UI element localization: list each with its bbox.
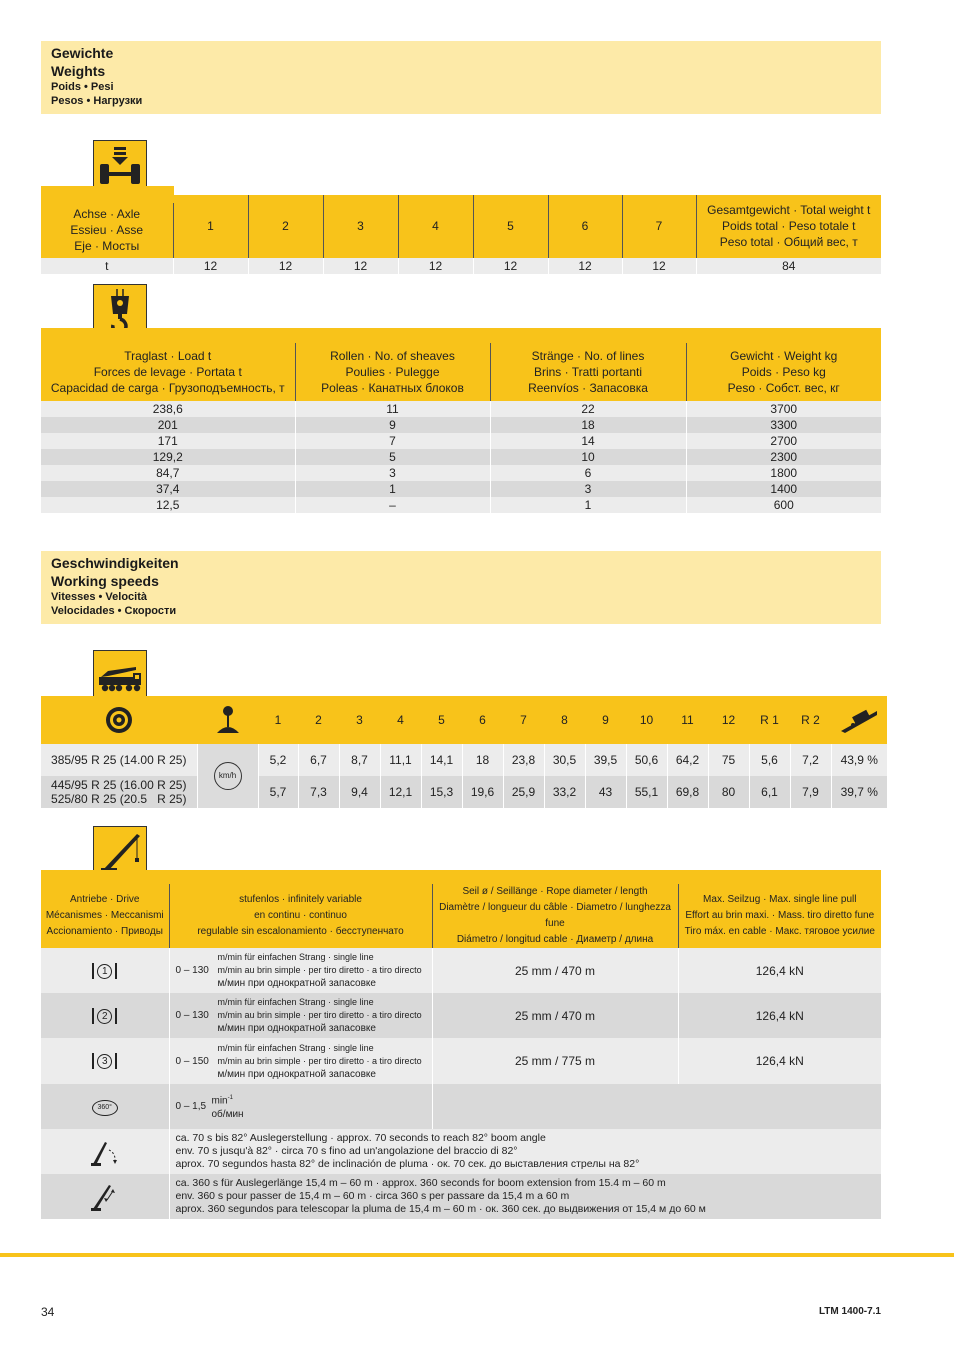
winch-range: 0 – 130 bbox=[175, 1010, 209, 1021]
lines-header-line: Stränge · No. of lines bbox=[531, 348, 645, 363]
pull-header bbox=[678, 877, 881, 948]
axle-unit: t bbox=[41, 258, 173, 274]
slewing-unit-ru: об/мин bbox=[211, 1108, 244, 1120]
winch-range: 0 – 130 bbox=[175, 965, 209, 976]
winch-number: 1 bbox=[97, 964, 112, 979]
axle-value: 12 bbox=[473, 258, 548, 274]
gear-label: 10 bbox=[626, 696, 667, 744]
weight-cell: 2700 bbox=[686, 433, 881, 449]
line-text: m/min au brin simple · per tiro diretto · a tiro directo bbox=[217, 1010, 422, 1020]
sheaves-cell: – bbox=[295, 497, 490, 513]
winch-row bbox=[41, 948, 881, 993]
pull-cell: 126,4 kN bbox=[678, 993, 881, 1038]
variable-header-line: en continu · continuo bbox=[254, 910, 347, 921]
lines-cell: 3 bbox=[490, 481, 686, 497]
speed-cell: 80 bbox=[708, 776, 749, 808]
lines-cell: 6 bbox=[490, 465, 686, 481]
axle-number: 6 bbox=[548, 195, 622, 258]
load-cell: 84,7 bbox=[41, 465, 295, 481]
drive-header bbox=[41, 877, 169, 948]
total-header-line: Poids total · Peso totale t bbox=[722, 219, 856, 233]
gear-label: 9 bbox=[585, 696, 626, 744]
table-row bbox=[41, 449, 881, 465]
drive-header-line: Accionamiento · Приводы bbox=[46, 926, 163, 937]
rope-cell: 25 mm / 470 m bbox=[432, 993, 678, 1038]
weight-cell: 2300 bbox=[686, 449, 881, 465]
speed-cell: 23,8 bbox=[503, 744, 544, 776]
line-text: м/мин при однократной запасовке bbox=[217, 1023, 376, 1034]
weights-title-en: Weights bbox=[51, 63, 106, 79]
speed-cell: 19,6 bbox=[462, 776, 503, 808]
lines-cell: 14 bbox=[490, 433, 686, 449]
sheaves-cell: 3 bbox=[295, 465, 490, 481]
gear-lever-icon-cell bbox=[197, 696, 258, 744]
axle-header-line: Essieu · Asse bbox=[70, 223, 144, 238]
sheaves-header-line: Rollen · No. of sheaves bbox=[330, 348, 455, 363]
lines-header-line: Reenvíos · Запасовка bbox=[528, 380, 648, 395]
winch-speed-cell bbox=[169, 993, 432, 1038]
winch-icon-cell bbox=[41, 948, 169, 993]
winch-range: 0 – 150 bbox=[175, 1055, 209, 1067]
sheaves-cell: 9 bbox=[295, 417, 490, 433]
axle-number: 7 bbox=[622, 195, 696, 258]
variable-header-line: regulable sin escalonamiento · бесступенчато bbox=[197, 926, 404, 937]
luffing-line: ca. 70 s bis 82° Auslegerstellung · approx. 70 seconds to reach 82° boom angle bbox=[175, 1132, 546, 1144]
speed-cell: 39,5 bbox=[585, 744, 626, 776]
sheaves-cell: 5 bbox=[295, 449, 490, 465]
load-header-line: Traglast · Load t bbox=[124, 348, 212, 363]
axle-number: 2 bbox=[248, 195, 323, 258]
rope-header-line: Seil ø / Seillänge · Rope diameter / length bbox=[462, 886, 648, 897]
rope-header-line: Diámetro / longitud cable · Диаметр / длина bbox=[456, 934, 654, 945]
slewing-speed-cell bbox=[169, 1084, 432, 1129]
total-header-line: Peso total · Общий вес, т bbox=[719, 235, 858, 249]
table-row bbox=[41, 417, 881, 433]
boom-telescoping-icon bbox=[89, 1181, 121, 1213]
table-row bbox=[41, 401, 881, 417]
gear-label: 11 bbox=[667, 696, 708, 744]
speed-cell: 12,1 bbox=[380, 776, 421, 808]
speed-cell: 7,3 bbox=[298, 776, 339, 808]
axle-header-label bbox=[41, 195, 173, 258]
sheaves-header-line: Poulies · Pulegge bbox=[345, 364, 440, 379]
weight-header-line: Peso · Собст. вес, кг bbox=[727, 380, 840, 395]
table-row bbox=[41, 465, 881, 481]
speeds-subtitle-1: Vitesses • Velocità bbox=[51, 591, 147, 603]
luffing-icon-cell bbox=[41, 1129, 169, 1174]
line-text: m/min für einfachen Strang · single line bbox=[217, 997, 374, 1007]
gear-label: 2 bbox=[298, 696, 339, 744]
load-header-line: Forces de levage · Portata t bbox=[93, 364, 242, 379]
sheaves-header bbox=[295, 336, 490, 401]
line-text: m/min au brin simple · per tiro diretto · a tiro directo bbox=[217, 1055, 422, 1066]
axle-total: 84 bbox=[696, 258, 881, 274]
gear-label: 4 bbox=[380, 696, 421, 744]
table-row bbox=[41, 433, 881, 449]
speed-cell: 55,1 bbox=[626, 776, 667, 808]
slewing-360-icon bbox=[92, 1100, 118, 1116]
weights-subtitle-1: Poids • Pesi bbox=[51, 81, 114, 93]
drive-header-line: Mécanismes · Meccanismi bbox=[45, 910, 164, 921]
gradeability-icon-cell bbox=[831, 696, 887, 744]
winch-icon-cell bbox=[41, 993, 169, 1038]
axle-number: 3 bbox=[323, 195, 398, 258]
pull-cell: 126,4 kN bbox=[678, 1038, 881, 1084]
telescoping-line: env. 360 s pour passer de 15,4 m – 60 m · circa 360 s per passare da 15,4 m a 60 m bbox=[175, 1190, 570, 1202]
load-cell: 37,4 bbox=[41, 481, 295, 497]
winch-number: 3 bbox=[97, 1054, 112, 1069]
weight-cell: 1800 bbox=[686, 465, 881, 481]
lines-cell: 22 bbox=[490, 401, 686, 417]
speed-cell: 43 bbox=[585, 776, 626, 808]
tyre-size bbox=[41, 776, 197, 808]
weight-header bbox=[686, 336, 881, 401]
telescoping-line: aprox. 360 segundos para telescopar la pluma de 15,4 m – 60 m · ок. 360 сек. до выдвижения от 15,4 м до 60 м bbox=[175, 1203, 706, 1215]
winch-icon-cell bbox=[41, 1038, 169, 1084]
gradeability-cell: 43,9 % bbox=[831, 744, 887, 776]
slewing-range: 0 – 1,5 bbox=[175, 1100, 207, 1112]
lines-cell: 10 bbox=[490, 449, 686, 465]
speed-row bbox=[41, 776, 887, 808]
speeds-section-header bbox=[41, 551, 881, 624]
axle-value: 12 bbox=[173, 258, 248, 274]
slewing-row bbox=[41, 1084, 881, 1129]
total-weight-header bbox=[696, 195, 881, 258]
drive-speed-table bbox=[41, 870, 881, 1219]
kmh-unit-cell bbox=[197, 744, 258, 808]
gear-label: 6 bbox=[462, 696, 503, 744]
speed-cell: 9,4 bbox=[339, 776, 380, 808]
tyre-icon bbox=[104, 705, 134, 735]
winch-row bbox=[41, 1038, 881, 1084]
telescoping-line: ca. 360 s für Auslegerlänge 15,4 m – 60 m · approx. 360 seconds for boom extension from 15.4 m – 60 m bbox=[175, 1177, 666, 1189]
pull-header-line: Tiro máx. en cable · Макс. тяговое усилие bbox=[684, 926, 875, 937]
speed-cell: 64,2 bbox=[667, 744, 708, 776]
speed-cell: 7,9 bbox=[790, 776, 831, 808]
hook-block-table bbox=[41, 328, 881, 513]
winch-2-icon bbox=[92, 1008, 117, 1024]
luffing-line: aprox. 70 segundos hasta 82° de inclinación de pluma · ок. 70 сек. до выставления стрелы на 82° bbox=[175, 1158, 640, 1170]
winch-1-icon bbox=[92, 963, 117, 979]
sheaves-cell: 7 bbox=[295, 433, 490, 449]
gear-lever-icon bbox=[213, 705, 243, 735]
gear-label: 12 bbox=[708, 696, 749, 744]
weights-subtitle-2: Pesos • Нагрузки bbox=[51, 95, 143, 107]
total-header-line: Gesamtgewicht · Total weight t bbox=[707, 203, 871, 217]
rope-cell: 25 mm / 775 m bbox=[432, 1038, 678, 1084]
load-header-line: Capacidad de carga · Грузоподъемность, т bbox=[50, 380, 285, 395]
table-row bbox=[41, 481, 881, 497]
luffing-row bbox=[41, 1129, 881, 1174]
load-cell: 238,6 bbox=[41, 401, 295, 417]
winch-speed-cell bbox=[169, 948, 432, 993]
load-header bbox=[41, 336, 295, 401]
axle-number: 4 bbox=[398, 195, 473, 258]
gear-label: 7 bbox=[503, 696, 544, 744]
speed-cell: 14,1 bbox=[421, 744, 462, 776]
gear-label: R 1 bbox=[749, 696, 790, 744]
travel-speed-table bbox=[41, 696, 887, 808]
weight-header-line: Poids · Peso kg bbox=[741, 364, 826, 379]
gear-label: 5 bbox=[421, 696, 462, 744]
speed-cell: 30,5 bbox=[544, 744, 585, 776]
winch-number: 2 bbox=[97, 1009, 112, 1024]
page-number: 34 bbox=[41, 1305, 55, 1319]
winch-row bbox=[41, 993, 881, 1038]
gradeability-icon bbox=[839, 705, 879, 735]
sheaves-cell: 11 bbox=[295, 401, 490, 417]
table-row bbox=[41, 497, 881, 513]
speed-cell: 5,7 bbox=[258, 776, 298, 808]
kmh-icon bbox=[214, 762, 242, 790]
luffing-line: env. 70 s jusqu'à 82° · circa 70 s fino ad un'angolazione del braccio di 82° bbox=[175, 1145, 518, 1157]
rope-header bbox=[432, 877, 678, 948]
line-text: m/min für einfachen Strang · single line bbox=[217, 1042, 374, 1053]
sheaves-header-line: Poleas · Канатных блоков bbox=[321, 380, 464, 395]
lines-cell: 18 bbox=[490, 417, 686, 433]
gear-label: R 2 bbox=[790, 696, 831, 744]
speeds-subtitle-2: Velocidades • Скорости bbox=[51, 605, 177, 617]
weight-cell: 600 bbox=[686, 497, 881, 513]
speed-cell: 5,2 bbox=[258, 744, 298, 776]
winch-speed-cell bbox=[169, 1038, 432, 1084]
pull-header-line: Effort au brin maxi. · Mass. tiro diretto fune bbox=[685, 910, 875, 921]
model-name: LTM 1400-7.1 bbox=[818, 1306, 881, 1317]
axle-number: 5 bbox=[473, 195, 548, 258]
weights-title-de: Gewichte bbox=[51, 45, 114, 61]
gradeability-cell: 39,7 % bbox=[831, 776, 887, 808]
speed-row bbox=[41, 744, 887, 776]
slewing-icon-label: 360° bbox=[97, 1103, 112, 1111]
axle-number: 1 bbox=[173, 195, 248, 258]
weight-header-line: Gewicht · Weight kg bbox=[730, 348, 838, 363]
lines-header bbox=[490, 336, 686, 401]
tyre-size: 385/95 R 25 (14.00 R 25) bbox=[41, 744, 197, 776]
weight-cell: 3300 bbox=[686, 417, 881, 433]
telescoping-icon-cell bbox=[41, 1174, 169, 1219]
weight-cell: 1400 bbox=[686, 481, 881, 497]
speeds-title-en: Working speeds bbox=[51, 573, 159, 589]
slewing-empty bbox=[432, 1084, 881, 1129]
tyre-size-line: 525/80 R 25 (20.5 R 25) bbox=[51, 792, 187, 806]
telescoping-row bbox=[41, 1174, 881, 1219]
axle-value: 12 bbox=[398, 258, 473, 274]
speed-cell: 5,6 bbox=[749, 744, 790, 776]
speed-cell: 69,8 bbox=[667, 776, 708, 808]
speed-cell: 6,1 bbox=[749, 776, 790, 808]
axle-value: 12 bbox=[548, 258, 622, 274]
slewing-unit-exponent: -1 bbox=[227, 1095, 233, 1102]
luffing-text-cell bbox=[169, 1129, 881, 1174]
axle-value: 12 bbox=[622, 258, 696, 274]
axle-value: 12 bbox=[323, 258, 398, 274]
line-text: м/мин при однократной запасовке bbox=[217, 1068, 376, 1080]
speed-cell: 18 bbox=[462, 744, 503, 776]
drive-header-line: Antriebe · Drive bbox=[70, 894, 140, 905]
winch-3-icon bbox=[92, 1053, 117, 1069]
load-cell: 201 bbox=[41, 417, 295, 433]
pull-cell: 126,4 kN bbox=[678, 948, 881, 993]
boom-luffing-icon bbox=[89, 1136, 121, 1168]
tyre-icon-cell bbox=[41, 696, 197, 744]
slewing-unit: min bbox=[211, 1095, 228, 1107]
speed-cell: 11,1 bbox=[380, 744, 421, 776]
line-text: m/min für einfachen Strang · single line bbox=[217, 952, 374, 962]
telescoping-text-cell bbox=[169, 1174, 881, 1219]
line-text: м/мин при однократной запасовке bbox=[217, 978, 376, 989]
footer-rule bbox=[0, 1253, 954, 1257]
speed-cell: 50,6 bbox=[626, 744, 667, 776]
speeds-title-de: Geschwindigkeiten bbox=[51, 555, 179, 571]
variable-header bbox=[169, 877, 432, 948]
gear-label: 1 bbox=[258, 696, 298, 744]
slewing-icon-cell bbox=[41, 1084, 169, 1129]
tyre-size-line: 445/95 R 25 (16.00 R 25) bbox=[51, 778, 187, 792]
speed-cell: 6,7 bbox=[298, 744, 339, 776]
line-text: m/min au brin simple · per tiro diretto · a tiro directo bbox=[217, 965, 422, 975]
gear-label: 8 bbox=[544, 696, 585, 744]
speed-cell: 33,2 bbox=[544, 776, 585, 808]
speed-cell: 8,7 bbox=[339, 744, 380, 776]
weight-cell: 3700 bbox=[686, 401, 881, 417]
rope-header-line: Diamètre / longueur du câble · Diametro / lunghezza fune bbox=[439, 902, 671, 929]
axle-header-line: Eje · Мосты bbox=[74, 239, 140, 254]
pull-header-line: Max. Seilzug · Max. single line pull bbox=[703, 894, 857, 905]
gear-label: 3 bbox=[339, 696, 380, 744]
sheaves-cell: 1 bbox=[295, 481, 490, 497]
axle-header-line: Achse · Axle bbox=[73, 207, 141, 222]
speed-cell: 75 bbox=[708, 744, 749, 776]
axle-value: 12 bbox=[248, 258, 323, 274]
axle-load-table bbox=[41, 186, 881, 274]
rope-cell: 25 mm / 470 m bbox=[432, 948, 678, 993]
speed-cell: 15,3 bbox=[421, 776, 462, 808]
variable-header-line: stufenlos · infinitely variable bbox=[239, 894, 362, 905]
load-cell: 171 bbox=[41, 433, 295, 449]
load-cell: 12,5 bbox=[41, 497, 295, 513]
lines-cell: 1 bbox=[490, 497, 686, 513]
lines-header-line: Brins · Tratti portanti bbox=[533, 364, 643, 379]
speed-cell: 25,9 bbox=[503, 776, 544, 808]
weights-section-header bbox=[41, 41, 881, 114]
speed-cell: 7,2 bbox=[790, 744, 831, 776]
load-cell: 129,2 bbox=[41, 449, 295, 465]
kmh-label: km/h bbox=[218, 771, 237, 780]
